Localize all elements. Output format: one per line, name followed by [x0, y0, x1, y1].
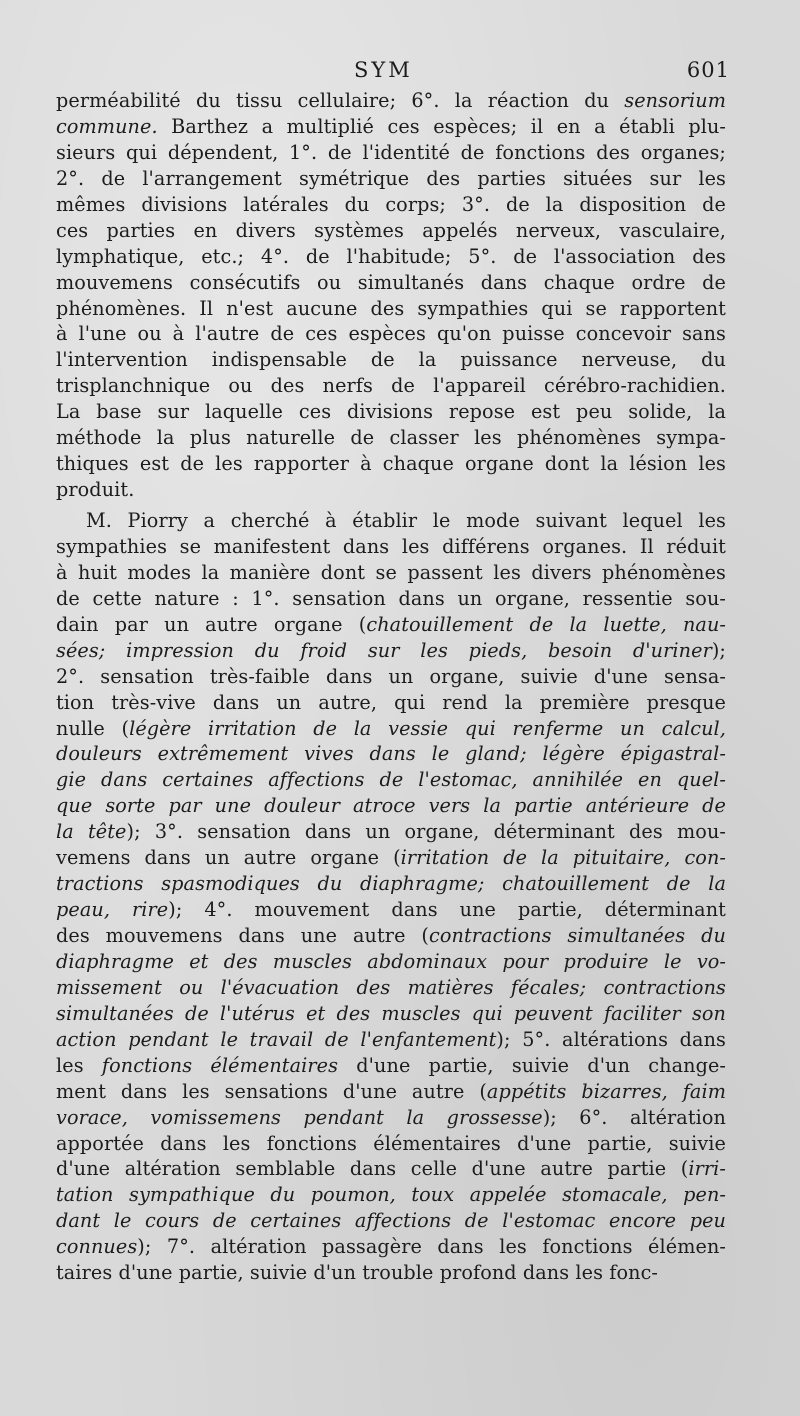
text-line: [56, 1260, 726, 1286]
text-line: [56, 560, 726, 586]
text-line: [56, 192, 726, 218]
text-line: [56, 638, 726, 664]
page-header: [56, 58, 730, 88]
text-line: [56, 1105, 726, 1131]
text-line: [56, 347, 726, 373]
text-run: perméabilité du tissu cellulaire; 6°. la réaction du: [56, 89, 625, 112]
text-line: [56, 244, 726, 270]
text-line: [56, 425, 726, 451]
text-line: [56, 716, 726, 742]
text-run: d'une altération semblable dans celle d'une autre partie (: [56, 1157, 689, 1181]
text-run: taires d'une partie, suivie d'un trouble profond dans les fonc-: [56, 1261, 658, 1285]
italic-text: tation sympathique du poumon, toux appelée stomacale, pen-: [56, 1183, 726, 1207]
italic-text: fonctions élémentaires: [101, 1053, 339, 1077]
text-line: [56, 1182, 726, 1208]
text-run: );: [711, 638, 726, 662]
text-run: dain par un autre organe (: [56, 612, 367, 636]
text-line: [56, 1027, 726, 1053]
text-run: 2°. sensation très-faible dans un organe, suivie d'une sensa-: [56, 664, 726, 688]
text-run: phénomènes. Il n'est aucune des sympathies qui se rapportent: [56, 296, 726, 320]
italic-text: action pendant le travail de l'enfantement: [56, 1027, 497, 1051]
text-line: [56, 949, 726, 975]
text-run: des mouvemens dans une autre (: [56, 924, 429, 947]
italic-text: douleurs extrêmement vives dans le gland; légère épigastral-: [56, 742, 726, 766]
running-head: SYM: [354, 58, 413, 82]
text-run: trisplanchnique ou des nerfs de l'appareil cérébro-rachidien.: [56, 374, 726, 398]
text-line: [56, 1001, 726, 1027]
text-line: [56, 1053, 726, 1079]
text-run: thiques est de les rapporter à chaque organe dont la lésion les: [56, 452, 726, 476]
text-line: [56, 767, 726, 793]
text-run: ); 6°. altération: [542, 1105, 726, 1129]
text-run: l'intervention indispensable de la puissance nerveuse, du: [56, 348, 726, 372]
text-line: [56, 218, 726, 244]
text-run: d'une partie, suivie d'un change-: [338, 1053, 727, 1077]
italic-text: sensorium: [624, 89, 726, 112]
italic-text: diaphragme et des muscles abdominaux pour produire le vo-: [56, 949, 726, 973]
paragraph: [56, 508, 726, 1286]
text-line: [56, 690, 726, 716]
text-run: méthode la plus naturelle de classer les phénomènes sympa-: [56, 426, 726, 450]
text-line: [56, 140, 726, 166]
text-run: ); 7°. altération passagère dans les fonctions élémen-: [137, 1235, 726, 1259]
text-line: [56, 845, 726, 871]
italic-text: connues: [56, 1235, 138, 1259]
text-line: [56, 1234, 726, 1260]
text-run: ); 5°. altérations dans: [496, 1027, 726, 1051]
italic-text: dant le cours de certaines affections de l'estomac encore peu: [56, 1209, 726, 1233]
text-run: à l'une ou à l'autre de ces espèces qu'on puisse concevoir sans: [56, 322, 726, 346]
italic-text: missement ou l'évacuation des matières fécales; contractions: [56, 975, 726, 999]
text-line: [56, 741, 726, 767]
text-line: [56, 296, 726, 322]
paragraph: [56, 88, 726, 503]
text-run: ces parties en divers systèmes appelés nerveux, vasculaire,: [56, 218, 726, 242]
text-line: [56, 270, 726, 296]
text-run: sympathies se manifestent dans les différens organes. Il réduit: [56, 534, 726, 558]
text-run: apportée dans les fonctions élémentaires d'une partie, suivie: [56, 1131, 726, 1155]
text-line: [56, 477, 726, 503]
italic-text: appétits bizarres, faim: [486, 1079, 726, 1103]
text-line: [56, 399, 726, 425]
text-line: [56, 114, 726, 140]
text-line: [56, 508, 726, 534]
text-line: [56, 612, 726, 638]
text-run: M. Piorry a cherché à établir le mode suivant lequel les: [86, 509, 726, 532]
italic-text: chatouillement de la luette, nau-: [366, 612, 726, 636]
text-line: [56, 534, 726, 560]
text-run: de cette nature : 1°. sensation dans un organe, ressentie sou-: [56, 586, 726, 610]
text-line: [56, 975, 726, 1001]
italic-text: irritation de la pituitaire, con-: [400, 846, 726, 870]
text-run: mouvemens consécutifs ou simultanés dans chaque ordre de: [56, 270, 726, 294]
italic-text: vorace, vomissemens pendant la grossesse: [56, 1105, 543, 1129]
text-line: [56, 373, 726, 399]
text-line: [56, 923, 726, 949]
text-run: ); 4°. mouvement dans une partie, déterminant: [168, 898, 726, 922]
text-line: [56, 451, 726, 477]
text-line: [56, 664, 726, 690]
italic-text: peau, rire: [56, 898, 169, 922]
text-run: La base sur laquelle ces divisions repose est peu solide, la: [56, 400, 726, 424]
text-run: produit.: [56, 478, 135, 502]
text-run: tion très-vive dans un autre, qui rend la première presque: [56, 690, 726, 714]
italic-text: la tête: [56, 820, 127, 844]
text-line: [56, 88, 726, 114]
text-line: [56, 871, 726, 897]
text-run: à huit modes la manière dont se passent les divers phénomènes: [56, 560, 726, 584]
text-run: les: [56, 1053, 102, 1077]
text-line: [56, 321, 726, 347]
italic-text: légère irritation de la vessie qui renferme un calcul,: [129, 716, 726, 740]
text-run: ); 3°. sensation dans un organe, déterminant des mou-: [126, 820, 726, 844]
text-run: nulle (: [56, 716, 130, 740]
italic-text: commune.: [56, 114, 158, 138]
italic-text: tractions spasmodiques du diaphragme; chatouillement de la: [56, 872, 726, 896]
text-run: sieurs qui dépendent, 1°. de l'identité de fonctions des organes;: [56, 140, 726, 164]
body-text: [56, 88, 726, 1286]
italic-text: sées; impression du froid sur les pieds, besoin d'uriner: [56, 638, 712, 662]
italic-text: que sorte par une douleur atroce vers la partie antérieure de: [56, 794, 726, 818]
text-run: vemens dans un autre organe (: [56, 846, 401, 870]
text-line: [56, 819, 726, 845]
text-line: [56, 897, 726, 923]
page-number: 601: [686, 58, 730, 82]
text-run: lymphatique, etc.; 4°. de l'habitude; 5°. de l'association des: [56, 244, 726, 268]
text-line: [56, 1156, 726, 1182]
text-line: [56, 1131, 726, 1157]
text-line: [56, 1079, 726, 1105]
text-line: [56, 793, 726, 819]
text-run: ment dans les sensations d'une autre (: [56, 1079, 487, 1103]
italic-text: simultanées de l'utérus et des muscles qui peuvent faciliter son: [56, 1001, 726, 1025]
text-line: [56, 1208, 726, 1234]
text-run: Barthez a multiplié ces espèces; il en a établi plu-: [157, 114, 726, 138]
text-line: [56, 166, 726, 192]
italic-text: contractions simultanées du: [429, 924, 726, 947]
book-page: [56, 58, 730, 1286]
italic-text: irri-: [688, 1157, 726, 1181]
text-run: 2°. de l'arrangement symétrique des parties situées sur les: [56, 166, 726, 190]
italic-text: gie dans certaines affections de l'estomac, annihilée en quel-: [56, 768, 726, 792]
text-line: [56, 586, 726, 612]
text-run: mêmes divisions latérales du corps; 3°. de la disposition de: [56, 192, 726, 216]
